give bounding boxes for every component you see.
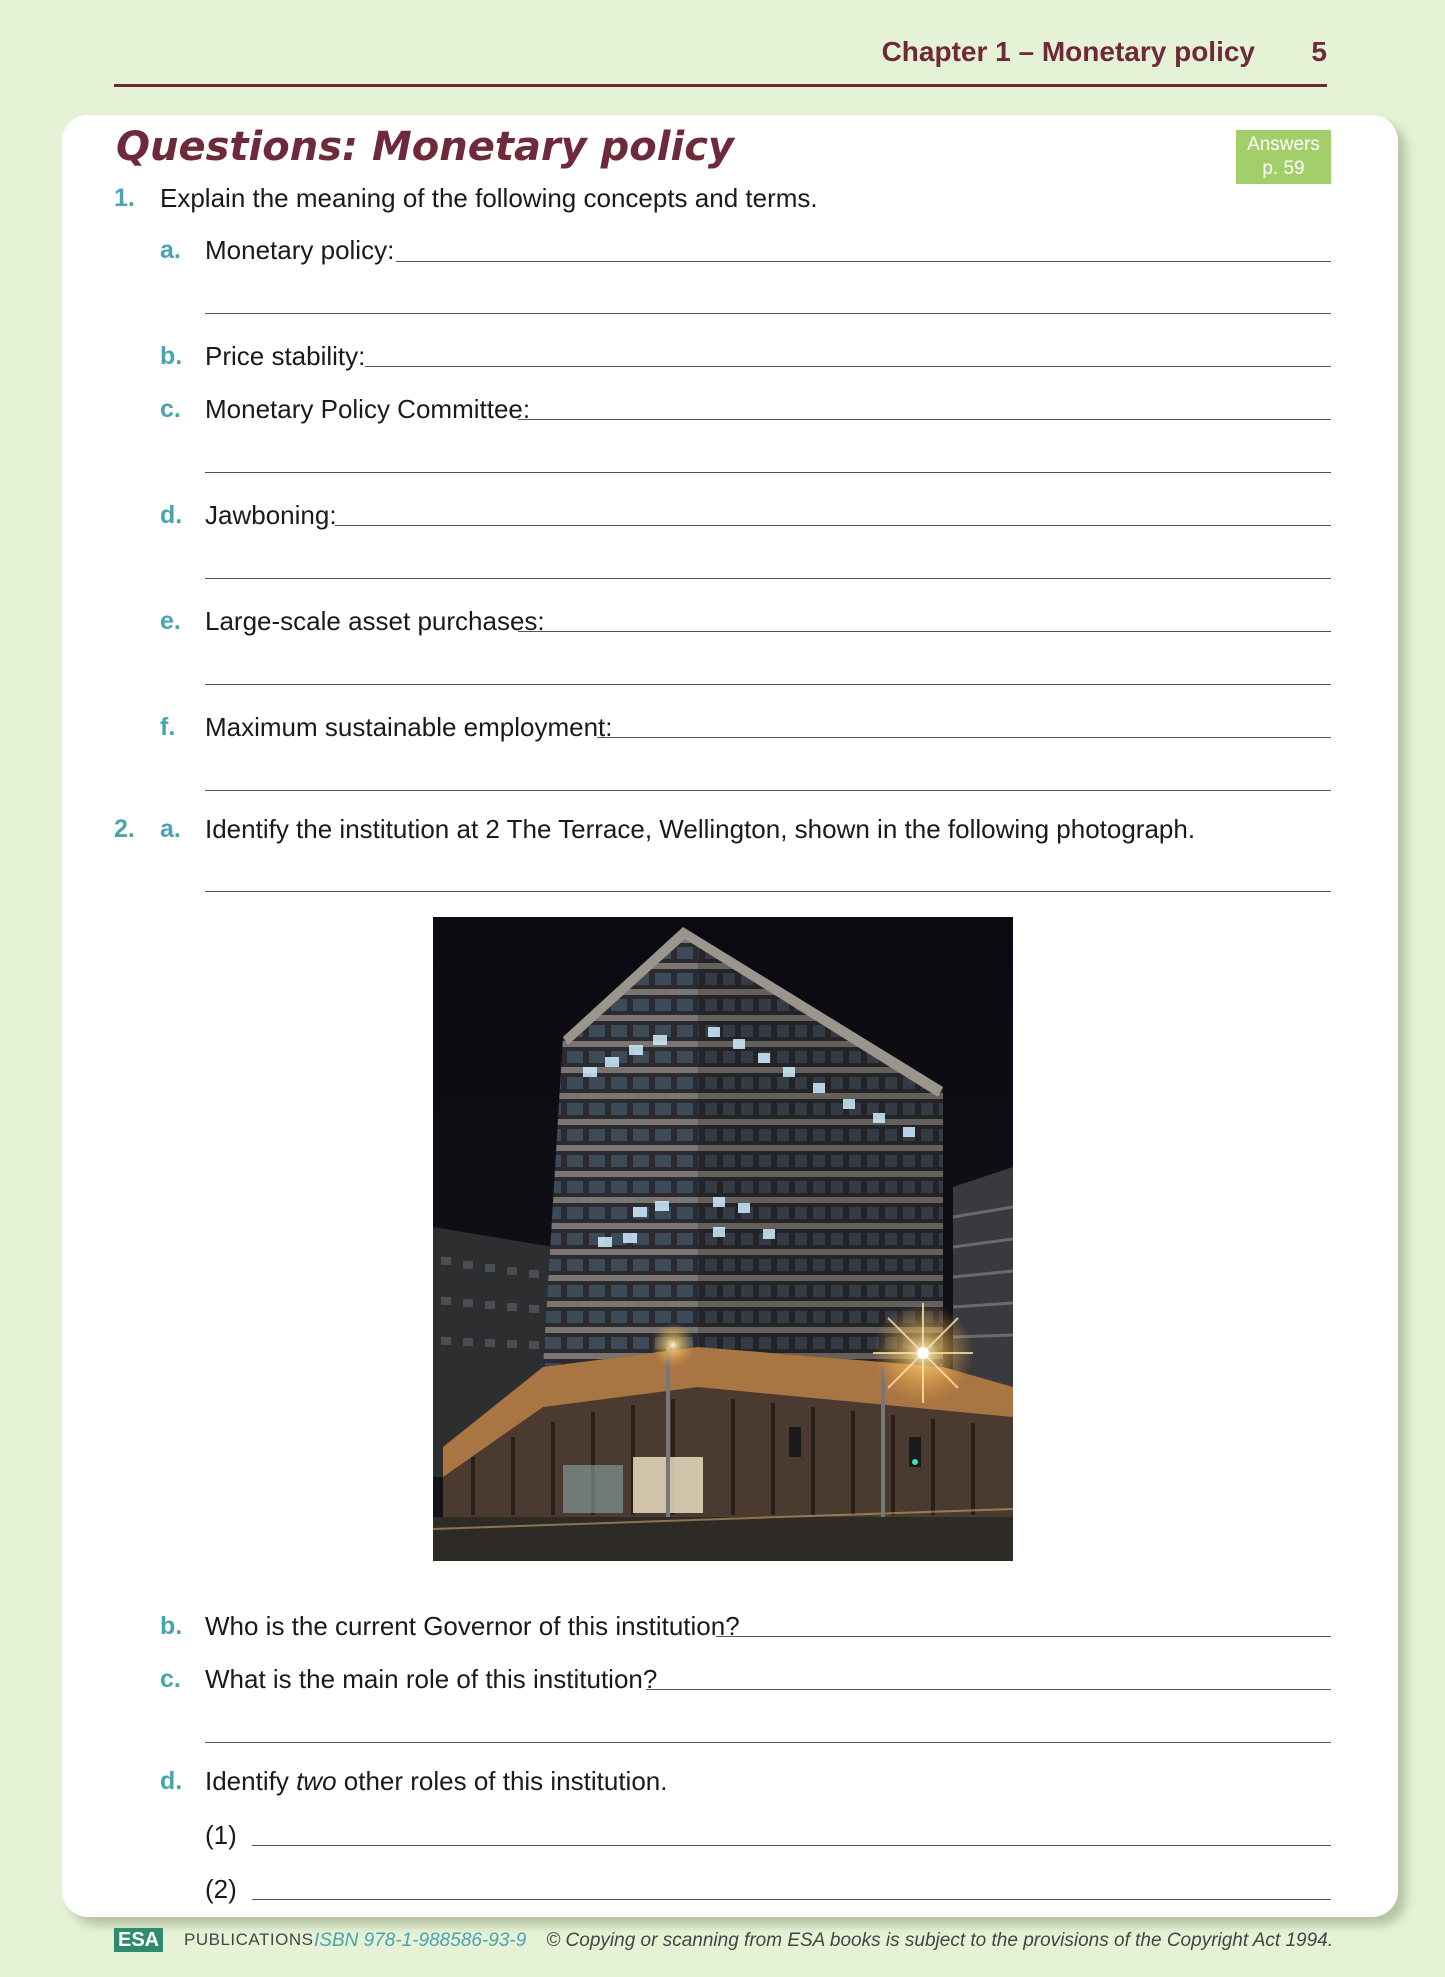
item-letter-2b: b. <box>160 1612 183 1640</box>
answer-line[interactable] <box>205 578 1331 579</box>
answer-line[interactable] <box>205 313 1331 314</box>
item-letter-2d: d. <box>160 1767 183 1795</box>
item-label-price-stability: Price stability: <box>205 341 366 371</box>
item-letter-1b: b. <box>160 342 183 370</box>
page-footer <box>114 1928 1333 1958</box>
item-label-max-employment: Maximum sustainable employment: <box>205 712 613 742</box>
item-letter-1e: e. <box>160 607 181 635</box>
item-letter-1d: d. <box>160 501 183 529</box>
question-2d-text-emphasis: two <box>296 1766 337 1796</box>
question-number-1: 1. <box>114 184 135 212</box>
answer-line[interactable] <box>205 1742 1331 1743</box>
answer-line[interactable] <box>205 684 1331 685</box>
page-number: 5 <box>1311 36 1327 67</box>
chapter-title: Chapter 1 – Monetary policy <box>881 36 1255 67</box>
item-letter-2c: c. <box>160 1665 181 1693</box>
answer-line[interactable] <box>518 631 1331 632</box>
item-letter-1c: c. <box>160 395 181 423</box>
answer-line[interactable] <box>335 525 1331 526</box>
isbn: ISBN 978-1-988586-93-9 <box>314 1930 527 1951</box>
answers-badge <box>1236 130 1331 184</box>
copyright-notice: © Copying or scanning from ESA books is subject to the provisions of the Copyright Act 1994. <box>546 1930 1333 1951</box>
item-label-mpc: Monetary Policy Committee: <box>205 394 531 424</box>
item-label-lsap: Large-scale asset purchases: <box>205 606 545 636</box>
answer-line[interactable] <box>396 261 1331 262</box>
page-header <box>114 28 1327 87</box>
question-2a-text: Identify the institution at 2 The Terrace, Wellington, shown in the following photograph. <box>205 814 1196 844</box>
answer-line[interactable] <box>716 1636 1331 1637</box>
answers-page: p. 59 <box>1262 158 1305 179</box>
question-2d-text <box>205 1766 667 1797</box>
item-label-jawboning: Jawboning: <box>205 500 337 530</box>
answer-line[interactable] <box>252 1845 1331 1846</box>
item-letter-2a: a. <box>160 815 181 843</box>
item-letter-1f: f. <box>160 713 176 741</box>
item-label-monetary-policy: Monetary policy: <box>205 235 395 265</box>
question-2d-text-after: other roles of this institution. <box>336 1766 668 1796</box>
question-2c-text: What is the main role of this institution? <box>205 1664 658 1694</box>
answer-line[interactable] <box>205 891 1331 892</box>
question-1-prompt: Explain the meaning of the following concepts and terms. <box>160 183 818 213</box>
item-letter-1a: a. <box>160 236 181 264</box>
answer-line[interactable] <box>205 472 1331 473</box>
answer-line[interactable] <box>518 419 1331 420</box>
sub-item-1-label: (1) <box>205 1820 237 1850</box>
question-2b-text: Who is the current Governor of this institution? <box>205 1611 740 1641</box>
esa-logo: ESA <box>114 1928 163 1952</box>
publisher-name: PUBLICATIONS <box>184 1930 314 1949</box>
page-title: Questions: Monetary policy <box>116 124 734 170</box>
photo-illustration <box>433 917 1013 1561</box>
answers-label: Answers <box>1247 134 1320 155</box>
answer-line[interactable] <box>646 1689 1331 1690</box>
answer-line[interactable] <box>205 790 1331 791</box>
answer-line[interactable] <box>252 1899 1331 1900</box>
question-2d-text-before: Identify <box>205 1766 297 1796</box>
building-photograph <box>433 917 1013 1561</box>
answer-line[interactable] <box>365 366 1331 367</box>
question-number-2: 2. <box>114 815 135 843</box>
answer-line[interactable] <box>597 737 1331 738</box>
sub-item-2-label: (2) <box>205 1874 237 1904</box>
